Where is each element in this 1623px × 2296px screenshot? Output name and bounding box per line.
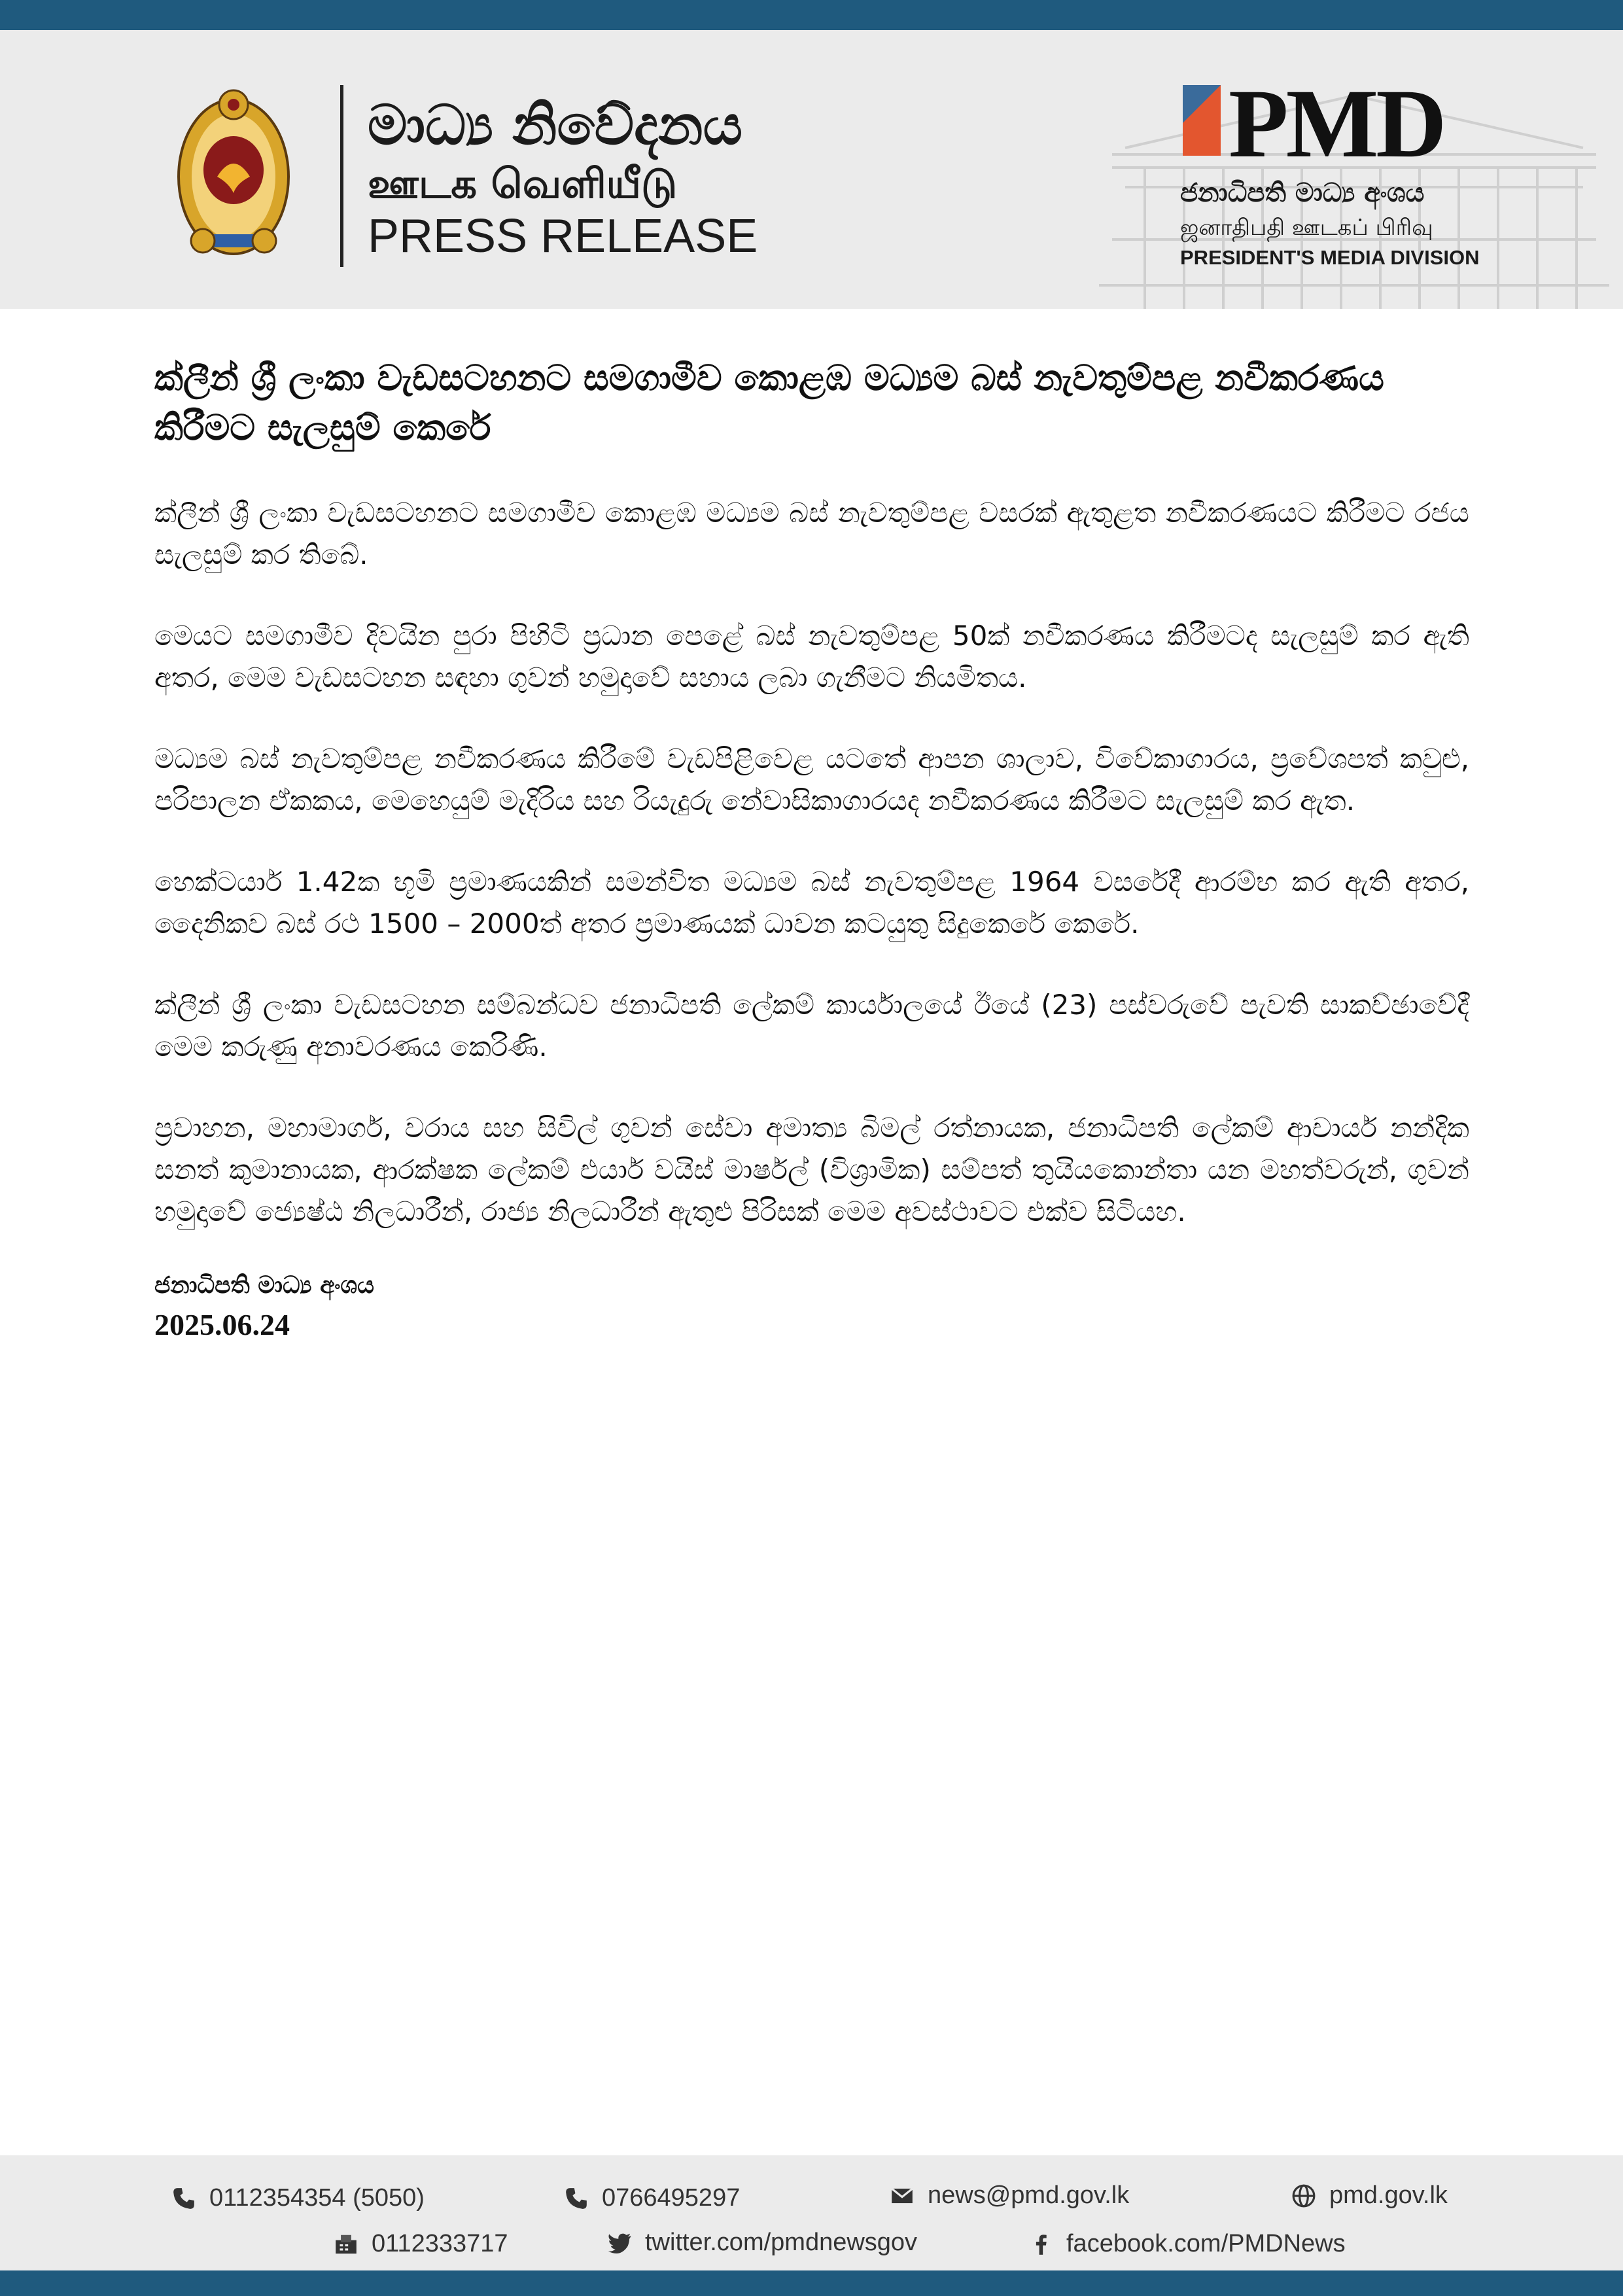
org-name-tamil: ஜனாதிபதி ஊடகப் பிரிவு <box>1180 215 1433 241</box>
article-headline: ක්ලීන් ශ්‍රී ලංකා වැඩසටහනට සමගාමීව කොළඹ මධ්‍යම බස් නැවතුම්පළ නවීකරණය කිරීමට සැලසුම් කෙරේ <box>154 357 1384 448</box>
fax-icon <box>334 2232 358 2257</box>
footer-email[interactable] <box>890 2181 1129 2210</box>
pmd-logo-mark-icon <box>1183 85 1221 156</box>
facebook-icon <box>1028 2232 1053 2257</box>
twitter-icon <box>607 2231 632 2255</box>
article-paragraph: මෙයට සමගාමීව දිවයින පුරා පිහිටි ප්‍රධාන පෙළේ බස් නැවතුම්පළ 50ක් නවීකරණය කිරීමටද සැලසුම් කර ඇති අතර, මෙම වැඩසටහන සඳහා ගුවන් හමුදාවේ සහාය ලබා ගැනීමට නියමිතය. <box>154 620 1469 694</box>
footer-phone-2[interactable] <box>564 2184 740 2212</box>
article-date: 2025.06.24 <box>154 1308 290 1341</box>
footer-fax[interactable] <box>334 2230 508 2258</box>
phone-2-text: 0766495297 <box>602 2184 741 2212</box>
phone-1-text: 0112354354 (5050) <box>209 2184 425 2212</box>
article-paragraph: මධ්‍යම බස් නැවතුම්පළ නවීකරණය කිරීමේ වැඩපිළිවෙළ යටතේ ආපන ශාලාව, විවේකාගාරය, ප්‍රවේශපත් කවුළු, පරිපාලන ඒකකය, මෙහෙයුම් මැදිරිය සහ රියැදුරු නේවාසිකාගාරයද නවීකරණය කිරීමට සැලසුම් කර ඇත. <box>154 743 1469 817</box>
article-body <box>154 353 1469 1342</box>
header-divider <box>340 85 343 267</box>
bottom-color-bar <box>0 2270 1623 2296</box>
article-paragraph: හෙක්ටයාර් 1.42ක භූමි ප්‍රමාණයකින් සමන්විත මධ්‍යම බස් නැවතුම්පළ 1964 වසරේදී ආරම්භ කර ඇති අතර, දෛනිකව බස් රථ 1500 – 2000ත් අතර ප්‍රමාණයක් ධාවන කටයුතු සිදුකෙරේ කෙරේ. <box>154 866 1469 940</box>
sri-lanka-emblem-icon <box>171 79 296 262</box>
article-signature: ජනාධිපති මාධ්‍ය අංශය <box>154 1272 375 1299</box>
article-paragraph: ක්ලීන් ශ්‍රී ලංකා වැඩසටහනට සමගාමීව කොළඹ මධ්‍යම බස් නැවතුම්පළ වසරක් ඇතුළත නවීකරණයට කිරීමට රජය සැලසුම් කර තිබේ. <box>154 497 1469 571</box>
top-color-bar <box>0 0 1623 30</box>
twitter-text: twitter.com/pmdnewsgov <box>645 2229 918 2256</box>
pmd-logo-text: PMD <box>1229 69 1444 178</box>
article-paragraph: ප්‍රවාහන, මහාමාර්ග, වරාය සහ සිවිල් ගුවන් සේවා අමාත්‍ය බිමල් රත්නායක, ජනාධිපති ලේකම් ආචාර්ය නන්දික සනත් කුමානායක, ආරක්ෂක ලේකම් එයාර් වයිස් මාර්ෂල් (විශ්‍රාමික) සම්පත් තුයියකොන්තා යන මහත්වරුන්, ගුවන් හමුදාවේ ජ්‍යෙෂ්ඨ නිලධාරීන්, රාජ්‍ය නිලධාරීන් ඇතුළු පිරිසක් මෙම අවස්ථාවට එක්ව සිටියහ. <box>154 1112 1469 1227</box>
article-paragraph: ක්ලීන් ශ්‍රී ලංකා වැඩසටහන සම්බන්ධව ජනාධිපති ලේකම් කාර්යාලයේ ඊයේ (23) පස්වරුවේ පැවති සාකච්ඡාවේදී මෙම කරුණු අනාවරණය කෙරිණි. <box>154 989 1469 1063</box>
contact-footer <box>0 2155 1623 2270</box>
globe-icon <box>1291 2183 1316 2208</box>
footer-twitter[interactable] <box>607 2229 917 2257</box>
title-english: PRESS RELEASE <box>368 210 758 262</box>
footer-phone-1[interactable] <box>171 2184 425 2212</box>
footer-website[interactable] <box>1291 2181 1448 2210</box>
phone-icon <box>564 2186 589 2211</box>
org-name-english: PRESIDENT'S MEDIA DIVISION <box>1180 246 1480 269</box>
envelope-icon <box>890 2183 915 2208</box>
press-release-header <box>0 30 1623 309</box>
fax-text: 0112333717 <box>372 2230 508 2257</box>
website-text: pmd.gov.lk <box>1329 2181 1448 2209</box>
footer-facebook[interactable] <box>1028 2230 1346 2258</box>
title-tamil: ஊடக வெளியீடு <box>368 160 678 207</box>
facebook-text: facebook.com/PMDNews <box>1066 2230 1346 2257</box>
org-name-sinhala: ජනාධිපති මාධ්‍ය අංශය <box>1180 178 1425 208</box>
phone-icon <box>171 2186 196 2211</box>
email-text: news@pmd.gov.lk <box>928 2181 1130 2209</box>
title-sinhala: මාධ්‍ය නිවේදනය <box>368 93 742 157</box>
